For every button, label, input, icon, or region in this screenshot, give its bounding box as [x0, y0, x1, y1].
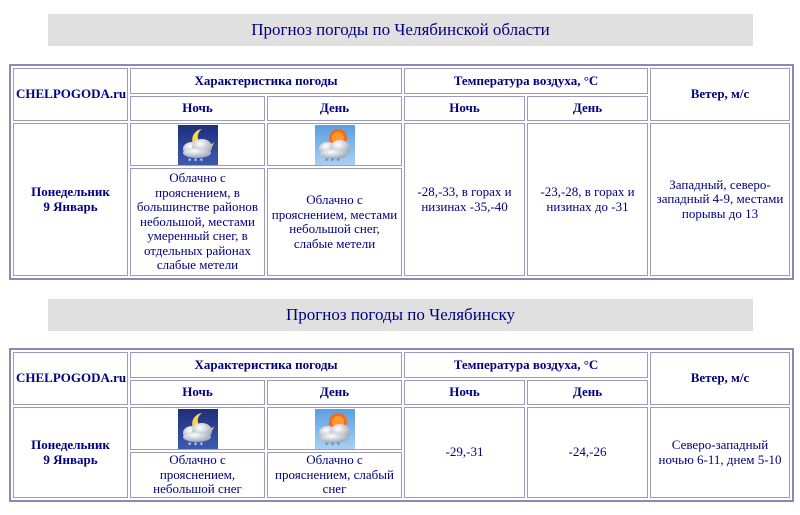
weather-char-header: Характеристика погоды: [130, 352, 402, 378]
night-description: Облачно с прояснением, в большинстве районов небольшой, местами умеренный снег, в отдельных районах слабые метели: [130, 168, 265, 276]
temp-night-header: Ночь: [404, 96, 525, 121]
sun-cloud-snow-icon: [315, 409, 355, 449]
day-description: Облачно с прояснением, слабый снег: [267, 452, 402, 498]
night-icon-cell: [130, 407, 265, 450]
region-forecast-table: [9, 64, 794, 280]
city-forecast-table: [9, 348, 794, 502]
temp-day-header: День: [527, 96, 648, 121]
temp-night-value: -28,-33, в горах и низинах -35,-40: [404, 123, 525, 276]
day-header: День: [267, 380, 402, 405]
date: 9 Январь: [43, 451, 98, 467]
temp-day-value: -23,-28, в горах и низинах до -31: [527, 123, 648, 276]
city-forecast-title: Прогноз погоды по Челябинску: [48, 299, 753, 331]
wind-value: Северо-западный ночью 6-11, днем 5-10: [650, 407, 790, 498]
night-header: Ночь: [130, 380, 265, 405]
air-temp-header: Температура воздуха, °С: [404, 352, 648, 378]
sun-cloud-snow-icon: [315, 125, 355, 165]
wind-header: Ветер, м/с: [650, 352, 790, 405]
air-temp-header: Температура воздуха, °С: [404, 68, 648, 94]
forecast-date: [13, 407, 128, 498]
weather-char-header: Характеристика погоды: [130, 68, 402, 94]
moon-cloud-snow-icon: [178, 125, 218, 165]
temp-night-header: Ночь: [404, 380, 525, 405]
wind-value: Западный, северо-западный 4-9, местами порывы до 13: [650, 123, 790, 276]
night-description: Облачно с прояснением, небольшой снег: [130, 452, 265, 498]
night-icon-cell: [130, 123, 265, 166]
day-icon-cell: [267, 123, 402, 166]
temp-day-header: День: [527, 380, 648, 405]
weekday: Понедельник: [31, 184, 110, 199]
weekday: Понедельник: [31, 437, 110, 452]
forecast-date: [13, 123, 128, 276]
site-link[interactable]: CHELPOGODA.ru: [13, 68, 128, 121]
moon-cloud-snow-icon: [178, 409, 218, 449]
region-forecast-title: Прогноз погоды по Челябинской области: [48, 14, 753, 46]
wind-header: Ветер, м/с: [650, 68, 790, 121]
day-description: Облачно с прояснением, местами небольшой снег, слабые метели: [267, 168, 402, 276]
date: 9 Январь: [43, 198, 98, 214]
temp-day-value: -24,-26: [527, 407, 648, 498]
temp-night-value: -29,-31: [404, 407, 525, 498]
night-header: Ночь: [130, 96, 265, 121]
site-link[interactable]: CHELPOGODA.ru: [13, 352, 128, 405]
day-header: День: [267, 96, 402, 121]
day-icon-cell: [267, 407, 402, 450]
